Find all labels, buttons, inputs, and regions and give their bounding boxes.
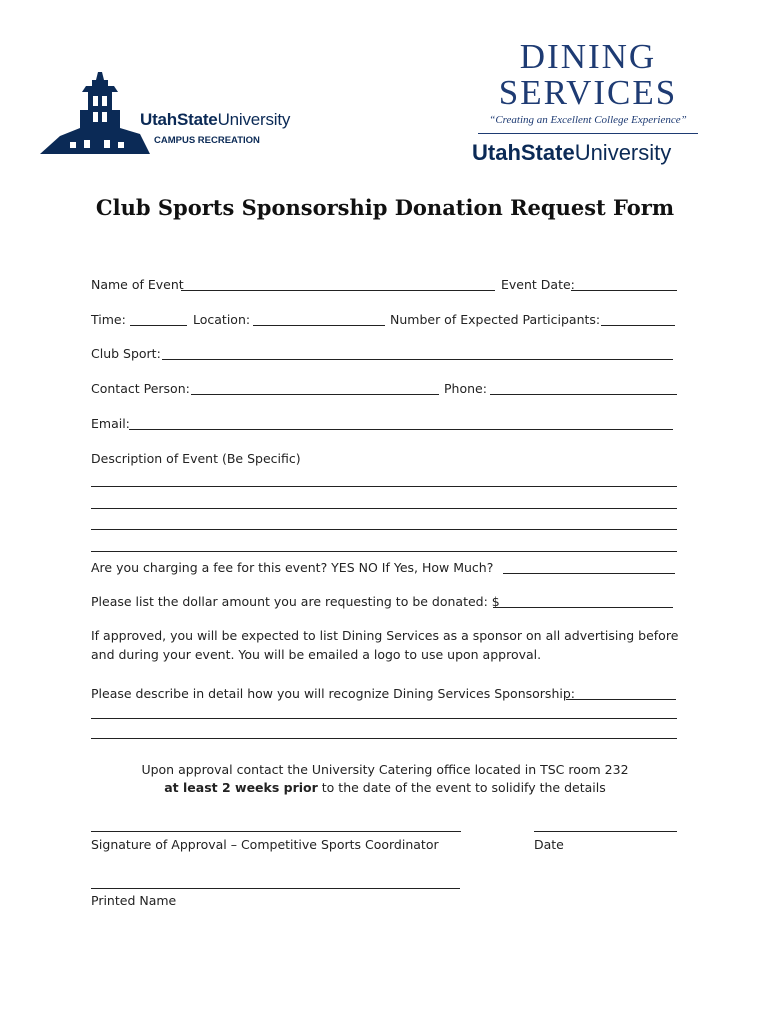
approval-signature-label: Signature of Approval – Competitive Sports Coordinator xyxy=(91,837,439,852)
description-line-4[interactable] xyxy=(91,551,677,552)
email-field[interactable] xyxy=(129,429,673,430)
club-sport-label: Club Sport: xyxy=(91,346,161,361)
name-of-event-label: Name of Event xyxy=(91,277,184,292)
participants-field[interactable] xyxy=(601,325,675,326)
time-field[interactable] xyxy=(130,325,187,326)
name-of-event-field[interactable] xyxy=(181,290,495,291)
printed-name-label: Printed Name xyxy=(91,893,177,908)
dining-wordmark: DINING xyxy=(519,37,657,76)
recognize-line-2[interactable] xyxy=(91,718,677,719)
usu-wordmark-dining: UtahStateUniversity xyxy=(472,140,672,165)
phone-field[interactable] xyxy=(490,394,677,395)
tagline-rule xyxy=(478,133,698,134)
form-title: Club Sports Sponsorship Donation Request Form xyxy=(95,195,675,220)
campus-recreation-logo xyxy=(40,70,340,160)
catering-contact-line-1: Upon approval contact the University Catering office located in TSC room 232 xyxy=(141,762,629,777)
fee-question-label: Are you charging a fee for this event? YES NO If Yes, How Much? xyxy=(91,560,494,575)
usu-wordmark: UtahStateUniversity xyxy=(140,110,291,129)
approval-signature-field[interactable] xyxy=(91,831,461,832)
phone-label: Phone: xyxy=(444,381,487,396)
printed-name-field[interactable] xyxy=(91,888,460,889)
old-main-tower-icon xyxy=(40,70,150,156)
location-label: Location: xyxy=(193,312,251,327)
contact-person-field[interactable] xyxy=(191,394,439,395)
dollar-amount-label: Please list the dollar amount you are requesting to be donated: $ xyxy=(91,594,500,609)
date-field[interactable] xyxy=(534,831,677,832)
approval-note-line-2: and during your event. You will be emailed a logo to use upon approval. xyxy=(91,647,542,662)
dining-services-logo xyxy=(468,37,718,170)
dollar-amount-field[interactable] xyxy=(493,607,673,608)
description-label: Description of Event (Be Specific) xyxy=(91,451,301,466)
approval-note-line-1: If approved, you will be expected to list Dining Services as a sponsor on all advertising before xyxy=(91,628,679,643)
dining-tagline: “Creating an Excellent College Experience” xyxy=(489,114,687,126)
club-sport-field[interactable] xyxy=(162,359,673,360)
description-line-3[interactable] xyxy=(91,529,677,530)
fee-amount-field[interactable] xyxy=(503,573,675,574)
recognize-field[interactable] xyxy=(566,699,676,700)
catering-contact-line-2: at least 2 weeks prior to the date of the event to solidify the details xyxy=(164,780,606,795)
services-wordmark: SERVICES xyxy=(498,73,678,112)
email-label: Email: xyxy=(91,416,130,431)
description-line-1[interactable] xyxy=(91,486,677,487)
date-label: Date xyxy=(534,837,564,852)
recognize-label: Please describe in detail how you will recognize Dining Services Sponsorship: xyxy=(91,686,575,701)
recognize-line-3[interactable] xyxy=(91,738,677,739)
time-label: Time: xyxy=(91,312,126,327)
campus-recreation-label: CAMPUS RECREATION xyxy=(154,135,260,146)
description-line-2[interactable] xyxy=(91,508,677,509)
participants-label: Number of Expected Participants: xyxy=(390,312,601,327)
contact-person-label: Contact Person: xyxy=(91,381,190,396)
location-field[interactable] xyxy=(253,325,385,326)
event-date-label: Event Date: xyxy=(501,277,575,292)
event-date-field[interactable] xyxy=(571,290,677,291)
